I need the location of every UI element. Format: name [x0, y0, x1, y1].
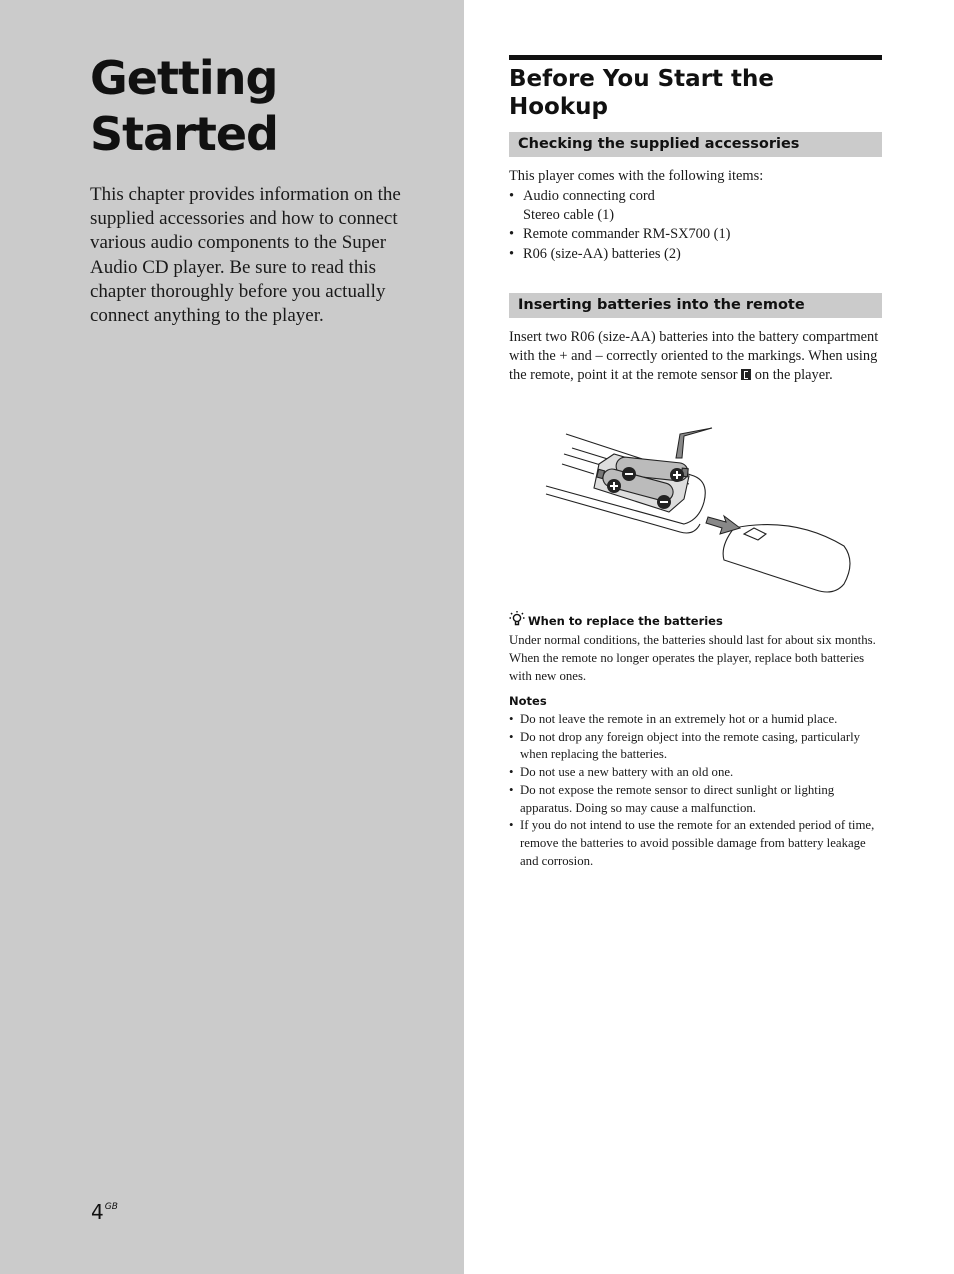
page-number-suffix: GB — [104, 1202, 118, 1212]
chapter-title-line2: Started — [90, 107, 278, 161]
section-title — [509, 65, 774, 121]
accessories-intro: This player comes with the following items: — [509, 168, 764, 184]
batteries-text-end: on the player. — [751, 367, 833, 384]
chapter-title — [90, 50, 278, 162]
accessory-item-3: R06 (size-AA) batteries (2) — [523, 245, 681, 262]
batteries-text: Insert two R06 (size-AA) batteries into the battery compartment with the + and – correctly oriented to the markings. When using the remote, point it at the remote sensor — [509, 329, 879, 384]
notes-heading: Notes — [509, 694, 547, 708]
tip-heading-text: When to replace the batteries — [528, 614, 723, 628]
section-title-line1: Before You Start the — [509, 66, 775, 92]
tip-heading — [509, 610, 723, 628]
batteries-heading: Inserting batteries into the remote — [509, 293, 882, 318]
list-item: • If you do not intend to use the remote for an extended period of time, remove the batteries to avoid possible damage from battery leakage and corrosion. — [509, 817, 882, 870]
list-item — [509, 187, 882, 225]
accessory-item-1: Audio connecting cord — [523, 188, 655, 204]
remote-sensor-icon — [741, 369, 751, 380]
list-item: • Do not leave the remote in an extremely hot or a humid place. — [509, 711, 882, 729]
section-title-line2: Hookup — [509, 94, 608, 120]
tip-text: Under normal conditions, the batteries should last for about six months. When the remote no longer operates the player, replace both batteries with new ones. — [509, 633, 876, 683]
list-item — [509, 245, 882, 264]
chapter-intro: This chapter provides information on the supplied accessories and how to connect various audio components to the Super Audio CD player. Be sure to read this chapter thoroughly before you actually connect anything to the player. — [90, 184, 401, 327]
list-item — [509, 225, 882, 244]
page-number — [91, 1200, 118, 1224]
accessories-list — [509, 187, 882, 264]
page-number-value: 4 — [91, 1200, 104, 1224]
chapter-sidebar — [0, 0, 464, 1274]
chapter-title-line1: Getting — [90, 51, 278, 105]
notes-list — [509, 711, 882, 870]
accessories-heading: Checking the supplied accessories — [509, 132, 882, 157]
lightbulb-icon — [509, 610, 525, 627]
list-item: • Do not use a new battery with an old one. — [509, 764, 882, 782]
section-divider — [509, 55, 882, 60]
batteries-instructions — [509, 328, 882, 386]
accessory-item-2: Remote commander RM-SX700 (1) — [523, 226, 731, 243]
list-item: • Do not drop any foreign object into the remote casing, particularly when replacing the batteries. — [509, 729, 882, 764]
accessory-item-1-detail: Stereo cable (1) — [523, 207, 615, 224]
list-item: • Do not expose the remote sensor to direct sunlight or lighting apparatus. Doing so may cause a malfunction. — [509, 782, 882, 817]
battery-insertion-illustration — [544, 424, 854, 599]
